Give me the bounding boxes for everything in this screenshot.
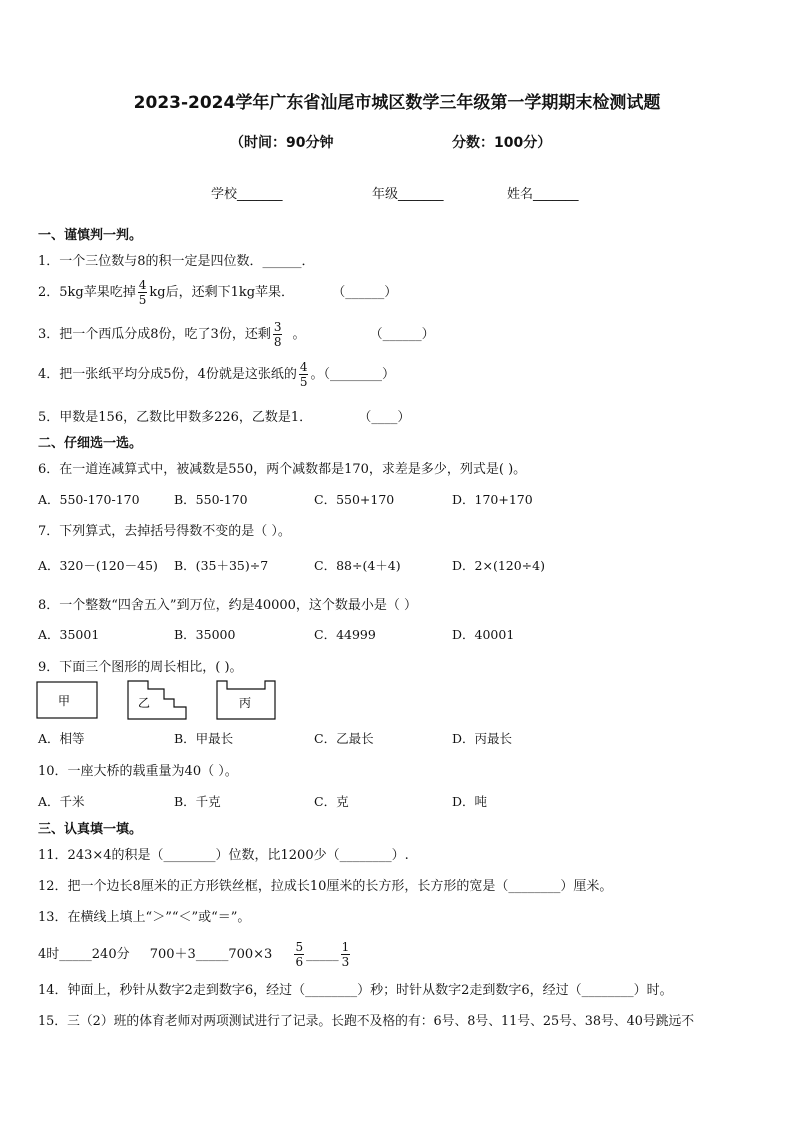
answer-blank[interactable]: （______） xyxy=(369,327,435,342)
question-10: 10．一座大桥的载重量为40（ ）。 xyxy=(38,764,238,779)
option-c[interactable]: C．克 xyxy=(314,794,349,809)
option-b[interactable]: B．千克 xyxy=(174,794,221,809)
question-15: 15．三（2）班的体育老师对两项测试进行了记录。长跑不及格的有：6号、8号、11号、25号、38号、40号跳远不 xyxy=(38,1014,695,1029)
option-a[interactable]: A．35001 xyxy=(38,627,100,642)
option-a[interactable]: A．相等 xyxy=(38,731,85,746)
grade-field[interactable]: 年级_______ xyxy=(372,187,444,202)
question-12: 12．把一个边长8厘米的正方形铁丝框，拉成长10厘米的长方形，长方形的宽是（________）厘米。 xyxy=(38,879,613,894)
option-d[interactable]: D．40001 xyxy=(452,627,515,642)
question-11: 11．243×4的积是（________）位数，比1200少（________）. xyxy=(38,848,409,863)
option-b[interactable]: B．35000 xyxy=(174,627,236,642)
question-4 xyxy=(38,360,395,389)
comparison-3-blank[interactable]: _____ xyxy=(306,947,339,962)
question-4-text-b[interactable]: 。（________） xyxy=(310,367,395,382)
question-13: 13．在横线上填上“＞”“＜”或“＝”。 xyxy=(38,910,251,925)
option-a[interactable]: A．千米 xyxy=(38,794,85,809)
question-13-comparisons xyxy=(38,940,352,969)
option-c[interactable]: C．88÷(4＋4) xyxy=(314,558,401,573)
question-5-text: 5．甲数是156，乙数比甲数多226，乙数是1． xyxy=(38,410,313,425)
option-c[interactable]: C．乙最长 xyxy=(314,731,374,746)
name-field[interactable]: 姓名_______ xyxy=(507,187,579,202)
fraction: $\frac{3}{8}$ xyxy=(273,320,282,349)
answer-blank[interactable]: （______） xyxy=(332,285,398,300)
shape-yi xyxy=(126,679,190,721)
option-d[interactable]: D．丙最长 xyxy=(452,731,513,746)
option-d[interactable]: D．2×(120÷4) xyxy=(452,558,545,573)
option-c[interactable]: C．550+170 xyxy=(314,492,395,507)
question-2 xyxy=(38,278,397,307)
question-2-text-a: 2．5kg苹果吃掉 xyxy=(38,285,136,300)
comparison-1[interactable]: 4时_____240分 xyxy=(38,947,130,962)
question-4-text-a: 4．把一张纸平均分成5份，4份就是这张纸的 xyxy=(38,367,297,382)
section-heading-2: 二、仔细选一选。 xyxy=(38,436,143,451)
question-3-text-a: 3．把一个西瓜分成8份，吃了3份，还剩 xyxy=(38,327,271,342)
option-d[interactable]: D．吨 xyxy=(452,794,488,809)
question-9: 9．下面三个图形的周长相比，( )。 xyxy=(38,660,243,675)
shape-bing xyxy=(215,679,279,721)
option-a[interactable]: A．320－(120－45) xyxy=(38,558,158,573)
shape-jia xyxy=(36,681,100,721)
exam-score: 分数：100分） xyxy=(452,135,552,151)
question-14: 14．钟面上，秒针从数字2走到数字6，经过（________）秒；时针从数字2走到数字6，经过（________）时。 xyxy=(38,983,673,998)
fraction: $\frac{5}{6}$ xyxy=(295,940,304,969)
question-8: 8．一个整数“四舍五入”到万位，约是40000，这个数最小是（ ） xyxy=(38,598,418,613)
comparison-2[interactable]: 700＋3_____700×3 xyxy=(149,947,273,962)
exam-time: （时间：90分钟 xyxy=(230,135,334,151)
option-d[interactable]: D．170+170 xyxy=(452,492,533,507)
option-b[interactable]: B．550-170 xyxy=(174,492,248,507)
question-1: 1．一个三位数与8的积一定是四位数．______． xyxy=(38,254,315,269)
section-heading-1: 一、谨慎判一判。 xyxy=(38,228,143,243)
question-6: 6．在一道连减算式中，被减数是550，两个减数都是170，求差是多少，列式是( )。 xyxy=(38,462,527,477)
fraction: $\frac{1}{3}$ xyxy=(341,940,350,969)
question-5 xyxy=(38,406,410,425)
question-7: 7．下列算式，去掉括号得数不变的是（ ）。 xyxy=(38,524,291,539)
question-2-text-b: kg后，还剩下1kg苹果． xyxy=(149,285,295,300)
section-heading-3: 三、认真填一填。 xyxy=(38,822,143,837)
page-title: 2023-2024学年广东省汕尾市城区数学三年级第一学期期末检测试题 xyxy=(133,93,661,113)
school-field[interactable]: 学校_______ xyxy=(211,187,283,202)
shape-yi-label: 乙 xyxy=(138,696,151,710)
option-b[interactable]: B．(35＋35)÷7 xyxy=(174,558,269,573)
answer-blank[interactable]: （____） xyxy=(358,410,411,425)
question-3-text-b: 。 xyxy=(292,327,306,342)
fraction: $\frac{4}{5}$ xyxy=(299,360,308,389)
option-c[interactable]: C．44999 xyxy=(314,627,376,642)
question-3 xyxy=(38,320,435,349)
fraction: $\frac{4}{5}$ xyxy=(138,278,147,307)
option-b[interactable]: B．甲最长 xyxy=(174,731,234,746)
shape-bing-label: 丙 xyxy=(239,696,252,710)
shape-jia-label: 甲 xyxy=(58,694,71,708)
option-a[interactable]: A．550-170-170 xyxy=(38,492,140,507)
